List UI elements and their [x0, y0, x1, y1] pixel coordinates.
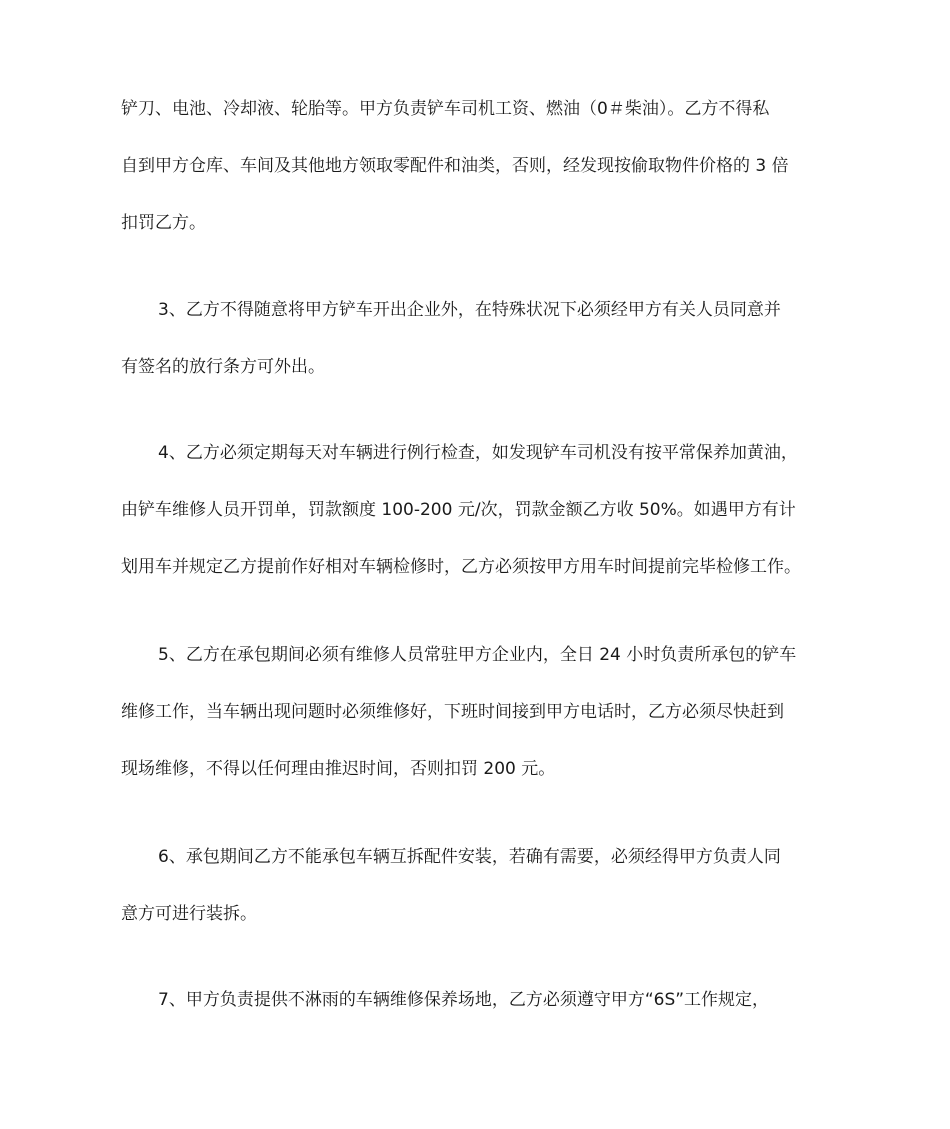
paragraph-5-line-0: 7、甲方负责提供不淋雨的车辆维修保养场地，乙方必须遵守甲方“6S”工作规定， — [158, 990, 770, 1010]
paragraph-0-line-1: 自到甲方仓库、车间及其他地方领取零配件和油类，否则，经发现按偷取物件价格的 3 倍 — [121, 156, 789, 176]
paragraph-2-line-0: 4、乙方必须定期每天对车辆进行例行检查，如发现铲车司机没有按平常保养加黄油， — [158, 443, 798, 463]
paragraph-0-line-0: 铲刀、电池、冷却液、轮胎等。甲方负责铲车司机工资、燃油（0＃柴油）。乙方不得私 — [121, 99, 770, 119]
paragraph-2-line-2: 划用车并规定乙方提前作好相对车辆检修时，乙方必须按甲方用车时间提前完毕检修工作。 — [121, 557, 801, 577]
paragraph-1-line-0: 3、乙方不得随意将甲方铲车开出企业外，在特殊状况下必须经甲方有关人员同意并 — [158, 300, 781, 320]
paragraph-2-line-1: 由铲车维修人员开罚单，罚款额度 100-200 元/次，罚款金额乙方收 50%。如遇甲方有计 — [121, 500, 796, 520]
paragraph-0-line-2: 扣罚乙方。 — [121, 213, 206, 233]
paragraph-3-line-2: 现场维修，不得以任何理由推迟时间，否则扣罚 200 元。 — [121, 759, 556, 779]
paragraph-1-line-1: 有签名的放行条方可外出。 — [121, 357, 325, 377]
paragraph-4-line-0: 6、承包期间乙方不能承包车辆互拆配件安装，若确有需要，必须经得甲方负责人同 — [158, 847, 781, 867]
paragraph-4-line-1: 意方可进行装拆。 — [121, 904, 257, 924]
paragraph-3-line-0: 5、乙方在承包期间必须有维修人员常驻甲方企业内，全日 24 小时负责所承包的铲车 — [158, 645, 797, 665]
paragraph-3-line-1: 维修工作，当车辆出现问题时必须维修好，下班时间接到甲方电话时，乙方必须尽快赶到 — [121, 702, 784, 722]
